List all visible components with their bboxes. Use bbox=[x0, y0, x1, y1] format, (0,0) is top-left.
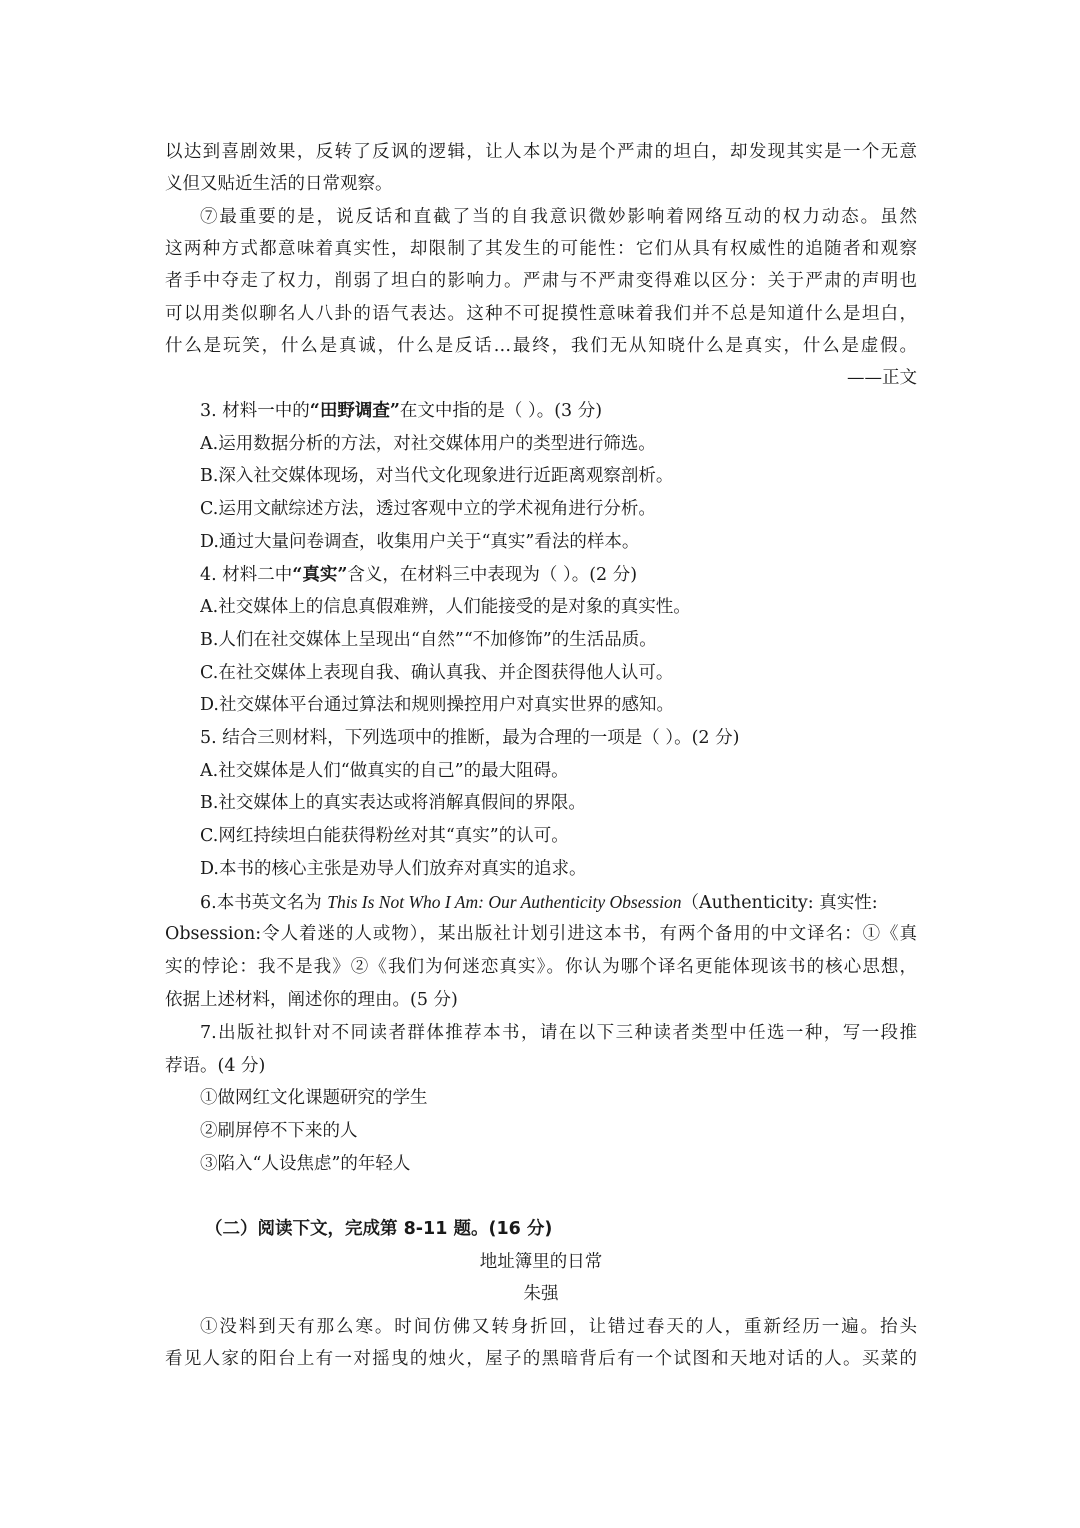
q3-option-d: D.通过大量问卷调查，收集用户关于“真实”看法的样本。 bbox=[200, 532, 640, 552]
question-7-line-2: 荐语。(4 分) bbox=[165, 1056, 266, 1076]
question-5-stem: 5. 结合三则材料，下列选项中的推断，最为合理的一项是（ ）。(2 分) bbox=[200, 728, 740, 748]
question-6-line-3: 实的悖论：我不是我》②《我们为何迷恋真实》。你认为哪个译名更能体现该书的核心思想， bbox=[165, 957, 917, 977]
q4-stem-post: 含义，在材料三中表现为（ ）。(2 分) bbox=[347, 565, 638, 585]
q3-stem-pre: 3. 材料一中的 bbox=[200, 401, 310, 421]
q3-option-c: C.运用文献综述方法，透过客观中立的学术视角进行分析。 bbox=[200, 499, 656, 519]
article-author: 朱强 bbox=[523, 1284, 559, 1304]
q5-option-a: A.社交媒体是人们“做真实的自己”的最大阻碍。 bbox=[200, 761, 569, 781]
q4-stem-pre: 4. 材料二中 bbox=[200, 565, 293, 585]
q4-option-c: C.在社交媒体上表现自我、确认真我、并企图获得他人认可。 bbox=[200, 663, 674, 683]
question-6-line-4: 依据上述材料，阐述你的理由。(5 分) bbox=[165, 990, 458, 1010]
q4-stem-keyword: “真实” bbox=[292, 565, 348, 585]
passage-line: 这两种方式都意味着真实性，却限制了其发生的可能性：它们从具有权威性的追随者和观察 bbox=[165, 239, 917, 259]
q7-option-2: ②刷屏停不下来的人 bbox=[200, 1121, 358, 1141]
question-6-line-2: Obsession:令人着迷的人或物），某出版社计划引进这本书，有两个备用的中文译名：①《真 bbox=[165, 924, 917, 944]
q5-option-b: B.社交媒体上的真实表达或将消解真假间的界限。 bbox=[200, 793, 586, 813]
passage-line: 者手中夺走了权力，削弱了坦白的影响力。严肃与不严肃变得难以区分：关于严肃的声明也 bbox=[165, 271, 917, 291]
question-3-stem bbox=[200, 395, 917, 427]
article-line: ①没料到天有那么寒。时间仿佛又转身折回，让错过春天的人，重新经历一遍。抬头 bbox=[200, 1317, 917, 1337]
q4-option-d: D.社交媒体平台通过算法和规则操控用户对真实世界的感知。 bbox=[200, 695, 674, 715]
passage-line: 义但又贴近生活的日常观察。 bbox=[165, 174, 393, 194]
question-6-line-1 bbox=[200, 886, 917, 919]
article-title: 地址簿里的日常 bbox=[479, 1252, 603, 1272]
question-4-stem bbox=[200, 559, 917, 591]
passage-line: ⑦最重要的是，说反话和直截了当的自我意识微妙影响着网络互动的权力动态。虽然 bbox=[200, 207, 917, 227]
q3-option-b: B.深入社交媒体现场，对当代文化现象进行近距离观察剖析。 bbox=[200, 466, 674, 486]
q5-option-d: D.本书的核心主张是劝导人们放弃对真实的追求。 bbox=[200, 859, 587, 879]
section-2-heading: （二）阅读下文，完成第 8-11 题。(16 分) bbox=[205, 1219, 553, 1239]
q3-stem-post: 在文中指的是（ ）。(3 分) bbox=[399, 401, 603, 421]
q7-option-3: ③陷入“人设焦虑”的年轻人 bbox=[200, 1154, 411, 1174]
q6-post: （Authenticity: 真实性: bbox=[681, 893, 878, 913]
question-7-line-1: 7.出版社拟针对不同读者群体推荐本书，请在以下三种读者类型中任选一种，写一段推 bbox=[200, 1023, 917, 1043]
q4-option-b: B.人们在社交媒体上呈现出“自然”“不加修饰”的生活品质。 bbox=[200, 630, 657, 650]
q6-english-title: This Is Not Who I Am: Our Authenticity Obsession bbox=[327, 892, 682, 912]
q3-stem-keyword: “田野调查” bbox=[309, 401, 400, 421]
passage-source: ——正文 bbox=[847, 368, 917, 388]
q3-option-a: A.运用数据分析的方法，对社交媒体用户的类型进行筛选。 bbox=[200, 434, 656, 454]
passage-line: 以达到喜剧效果，反转了反讽的逻辑，让人本以为是个严肃的坦白，却发现其实是一个无意 bbox=[165, 142, 917, 162]
article-line: 看见人家的阳台上有一对摇曳的烛火，屋子的黑暗背后有一个试图和天地对话的人。买菜的 bbox=[165, 1349, 917, 1369]
q7-option-1: ①做网红文化课题研究的学生 bbox=[200, 1088, 428, 1108]
q4-option-a: A.社交媒体上的信息真假难辨，人们能接受的是对象的真实性。 bbox=[200, 597, 691, 617]
passage-line: 可以用类似聊名人八卦的语气表达。这种不可捉摸性意味着我们并不总是知道什么是坦白， bbox=[165, 304, 917, 324]
passage-line: 什么是玩笑，什么是真诚，什么是反话…最终，我们无从知晓什么是真实，什么是虚假。 bbox=[165, 336, 917, 356]
q6-pre: 6.本书英文名为 bbox=[200, 893, 328, 913]
q5-option-c: C.网红持续坦白能获得粉丝对其“真实”的认可。 bbox=[200, 826, 569, 846]
